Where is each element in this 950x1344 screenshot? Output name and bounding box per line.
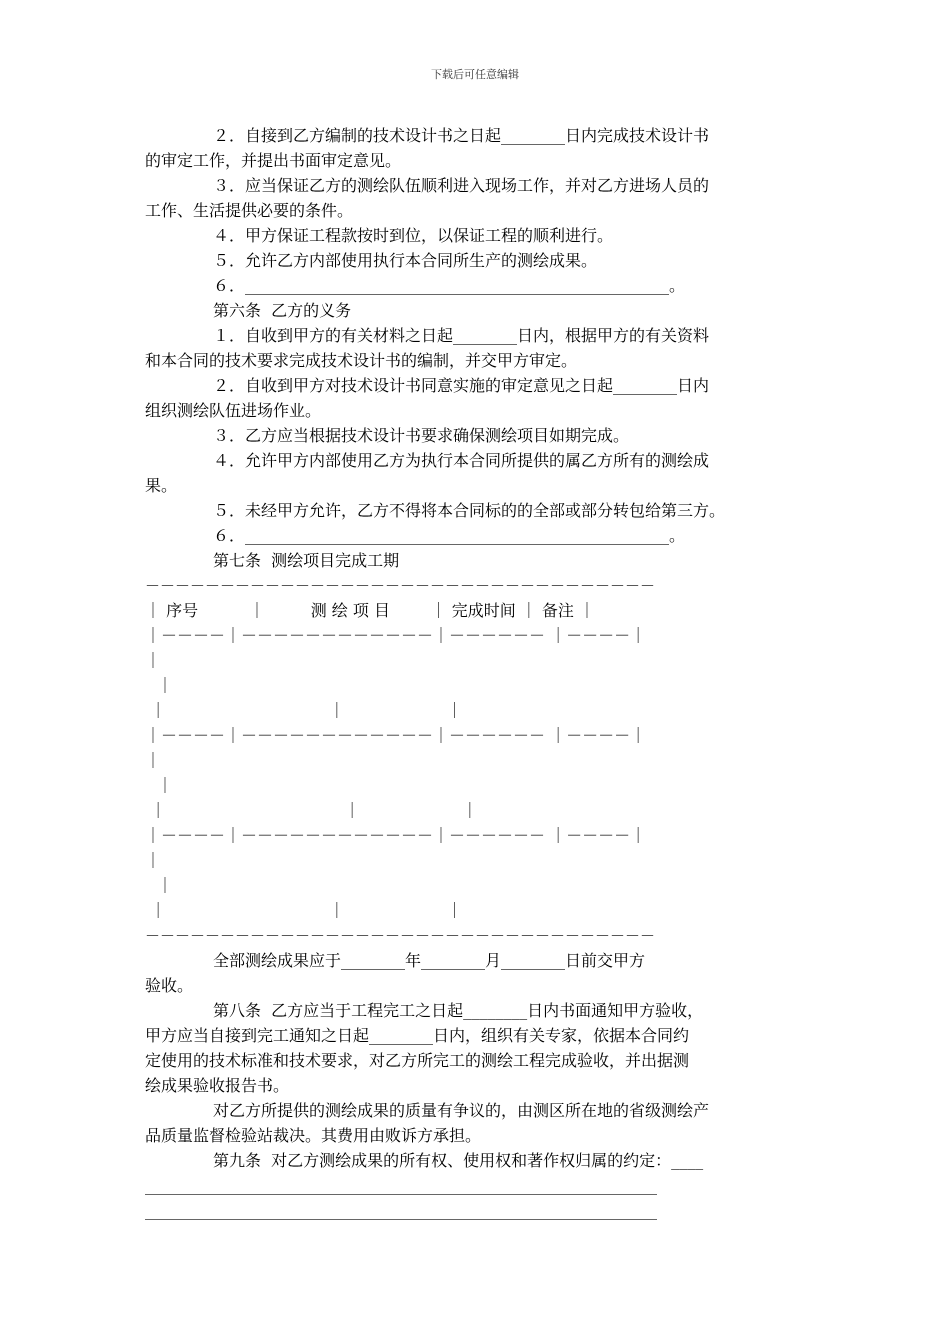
table-separator: ｜－－－－｜－－－－－－－－－－－－｜－－－－－－ ｜－－－－｜ (145, 626, 647, 645)
clause-text: 绘成果验收报告书。 (145, 1076, 290, 1095)
clause-text: ５．未经甲方允许，乙方不得将本合同标的的全部或部分转包给第三方。 (213, 501, 726, 520)
article-heading: 第六条 乙方的义务 (213, 301, 352, 320)
clause-text: ４．允许甲方内部使用乙方为执行本合同所提供的属乙方所有的测绘成 (213, 451, 710, 470)
table-bar: ｜ (145, 651, 162, 670)
clause-text: 全部测绘成果应于________年________月________日前交甲方 (213, 951, 646, 970)
table-bar: ｜ (145, 851, 162, 870)
clause-text: 验收。 (145, 976, 194, 995)
clause-text: 果。 (145, 476, 178, 495)
clause-text: ２．自接到乙方编制的技术设计书之日起________日内完成技术设计书 (213, 126, 710, 145)
clause-text: 品质量监督检验站裁决。其费用由败诉方承担。 (145, 1126, 482, 1145)
table-separator: ｜－－－－｜－－－－－－－－－－－－｜－－－－－－ ｜－－－－｜ (145, 726, 647, 745)
article-heading: 第九条 对乙方测绘成果的所有权、使用权和著作权归属的约定：____ (213, 1151, 704, 1170)
table-row: ｜ ｜ ｜ (145, 701, 463, 720)
article-heading: 第八条 乙方应当于工程完工之日起________日内书面通知甲方验收， (213, 1001, 704, 1020)
blank-line: ________________________________________________________________ (145, 1176, 657, 1195)
clause-text: ５．允许乙方内部使用执行本合同所生产的测绘成果。 (213, 251, 598, 270)
clause-text: 对乙方所提供的测绘成果的质量有争议的，由测区所在地的省级测绘产 (213, 1101, 710, 1120)
clause-text: 的审定工作，并提出书面审定意见。 (145, 151, 402, 170)
clause-text: 和本合同的技术要求完成技术设计书的编制，并交甲方审定。 (145, 351, 578, 370)
table-separator: ｜－－－－｜－－－－－－－－－－－－｜－－－－－－ ｜－－－－｜ (145, 826, 647, 845)
clause-text: ３．应当保证乙方的测绘队伍顺利进入现场工作，并对乙方进场人员的 (213, 176, 710, 195)
clause-text: ４．甲方保证工程款按时到位，以保证工程的顺利进行。 (213, 226, 614, 245)
blank-line: ________________________________________________________________ (145, 1201, 657, 1220)
table-bar: ｜ (157, 676, 174, 695)
clause-text: ６．_____________________________________________________。 (213, 276, 686, 295)
table-bar: ｜ (157, 876, 174, 895)
clause-text: 工作、生活提供必要的条件。 (145, 201, 354, 220)
table-border-bottom: －－－－－－－－－－－－－－－－－－－－－－－－－－－－－－－－－－ (145, 927, 656, 945)
clause-text: 组织测绘队伍进场作业。 (145, 401, 322, 420)
article-heading: 第七条 测绘项目完成工期 (213, 551, 400, 570)
clause-text: ２．自收到甲方对技术设计书同意实施的审定意见之日起________日内 (213, 376, 710, 395)
table-header-row: ｜ 序号 ｜ 测 绘 项 目 ｜ 完成时间 ｜ 备注 ｜ (145, 601, 596, 620)
clause-text: 定使用的技术标准和技术要求，对乙方所完工的测绘工程完成验收，并出据测 (145, 1051, 690, 1070)
table-row: ｜ ｜ ｜ (145, 901, 463, 920)
table-border-top: －－－－－－－－－－－－－－－－－－－－－－－－－－－－－－－－－－ (145, 577, 656, 595)
clause-text: ６．_____________________________________________________。 (213, 526, 686, 545)
page-header-note: 下载后可任意编辑 (431, 68, 519, 81)
table-bar: ｜ (157, 776, 174, 795)
clause-text: １．自收到甲方的有关材料之日起________日内，根据甲方的有关资料 (213, 326, 710, 345)
table-bar: ｜ (145, 751, 162, 770)
clause-text: 甲方应当自接到完工通知之日起________日内，组织有关专家，依据本合同约 (145, 1026, 690, 1045)
table-row: ｜ ｜ ｜ (145, 801, 478, 820)
clause-text: ３．乙方应当根据技术设计书要求确保测绘项目如期完成。 (213, 426, 630, 445)
